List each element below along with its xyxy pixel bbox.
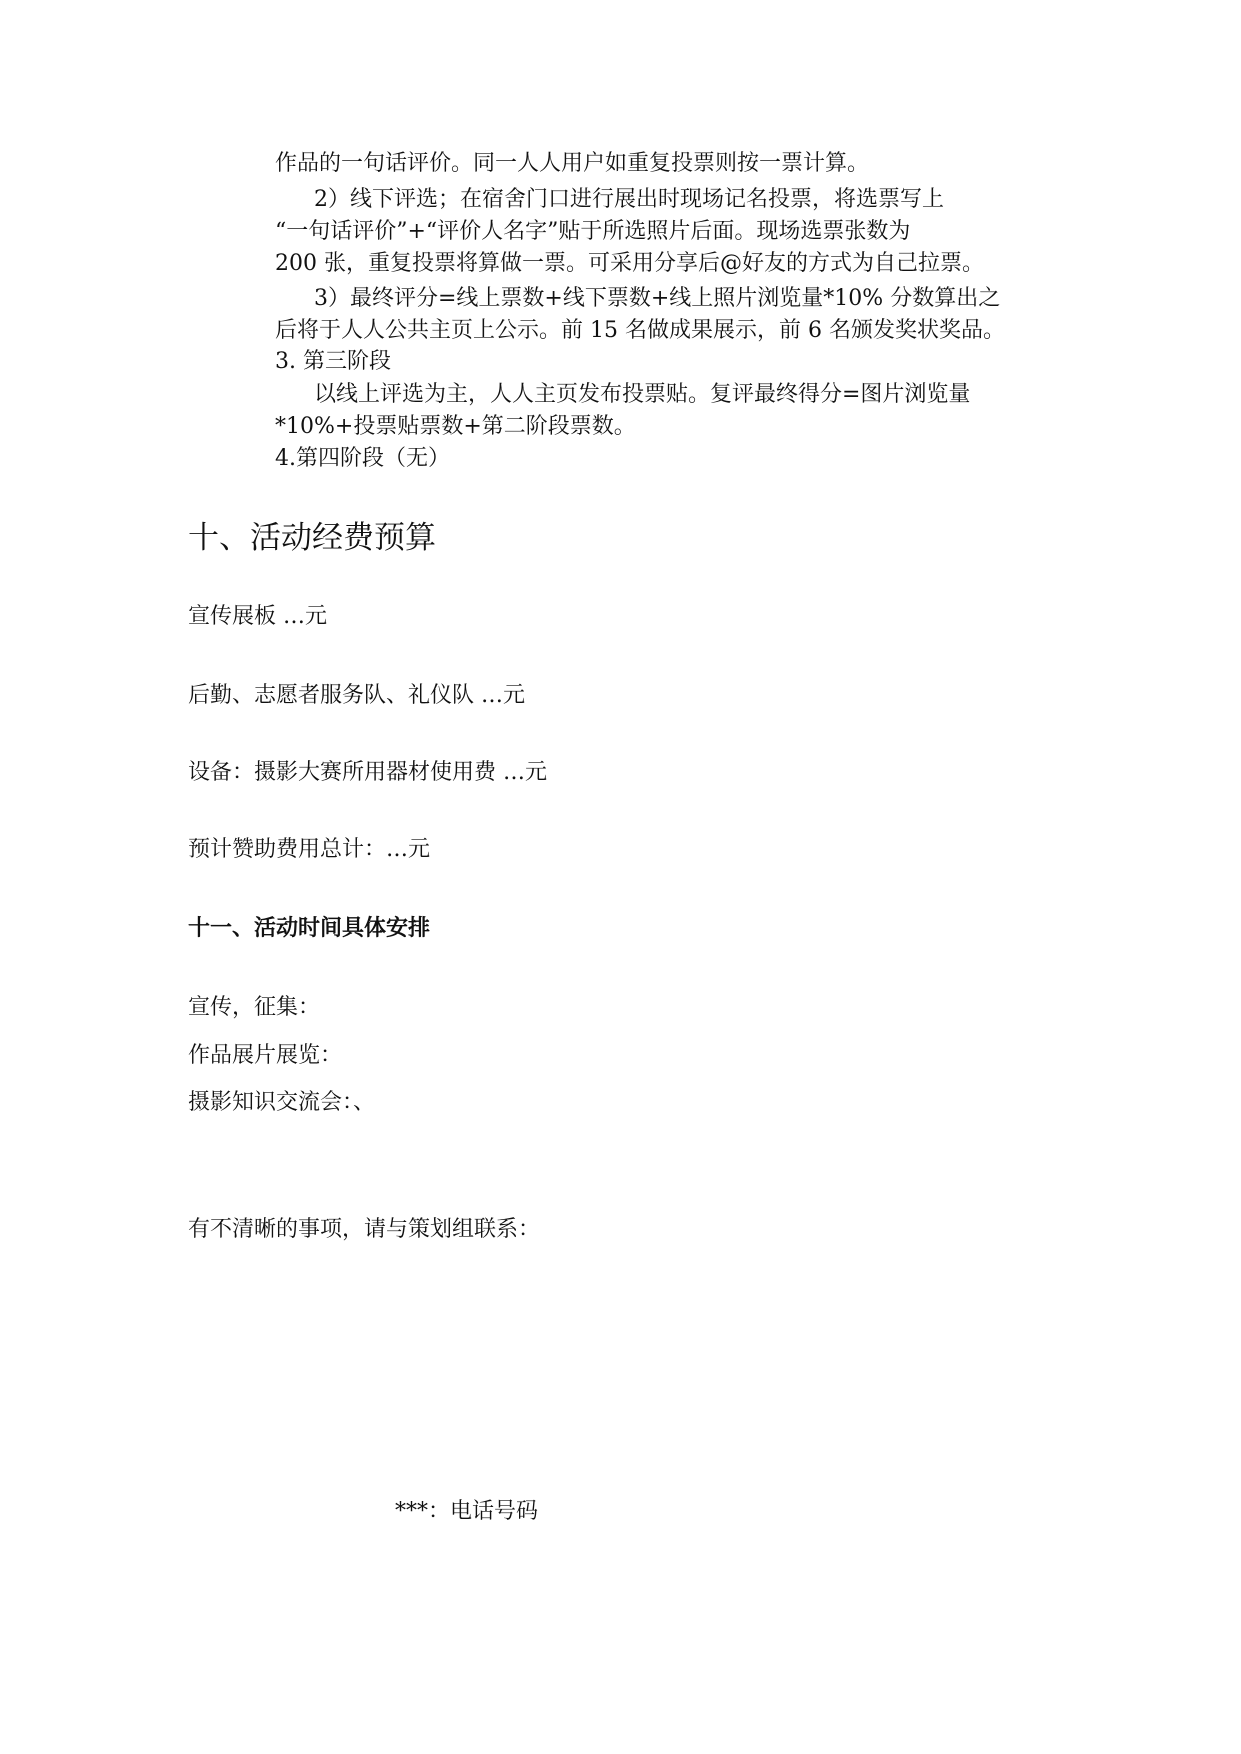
stage-heading: 3. 第三阶段 bbox=[275, 349, 391, 374]
body-text-line: 2）线下评选；在宿舍门口进行展出时现场记名投票，将选票写上 bbox=[314, 187, 944, 212]
body-text-line: *10%+投票贴票数+第二阶段票数。 bbox=[275, 414, 636, 439]
budget-item: 宣传展板 …元 bbox=[188, 604, 327, 629]
schedule-item: 宣传，征集： bbox=[188, 995, 321, 1020]
schedule-item: 作品展片展览： bbox=[188, 1043, 343, 1068]
schedule-section-heading: 十一、活动时间具体安排 bbox=[188, 916, 431, 941]
contact-phone: ***：电话号码 bbox=[395, 1499, 539, 1524]
budget-section-heading: 十、活动经费预算 bbox=[188, 520, 436, 556]
budget-item: 后勤、志愿者服务队、礼仪队 …元 bbox=[188, 683, 525, 708]
body-text-line: 3）最终评分=线上票数+线下票数+线上照片浏览量*10% 分数算出之 bbox=[314, 286, 1001, 311]
stage-heading: 4.第四阶段（无） bbox=[275, 446, 450, 471]
budget-item: 设备：摄影大赛所用器材使用费 …元 bbox=[188, 760, 547, 785]
body-text-line: 以线上评选为主，人人主页发布投票贴。复评最终得分=图片浏览量 bbox=[314, 382, 971, 407]
budget-item: 预计赞助费用总计：…元 bbox=[188, 837, 431, 862]
body-text-line: 200 张，重复投票将算做一票。可采用分享后@好友的方式为自己拉票。 bbox=[275, 251, 984, 276]
body-text-line: 后将于人人公共主页上公示。前 15 名做成果展示，前 6 名颁发奖状奖品。 bbox=[275, 318, 1005, 343]
body-text-line: “一句话评价”+“评价人名字”贴于所选照片后面。现场选票张数为 bbox=[275, 219, 911, 244]
contact-note: 有不清晰的事项，请与策划组联系： bbox=[188, 1217, 541, 1242]
body-text-line: 作品的一句话评价。同一人人用户如重复投票则按一票计算。 bbox=[275, 151, 870, 176]
schedule-item: 摄影知识交流会：、 bbox=[188, 1090, 376, 1115]
